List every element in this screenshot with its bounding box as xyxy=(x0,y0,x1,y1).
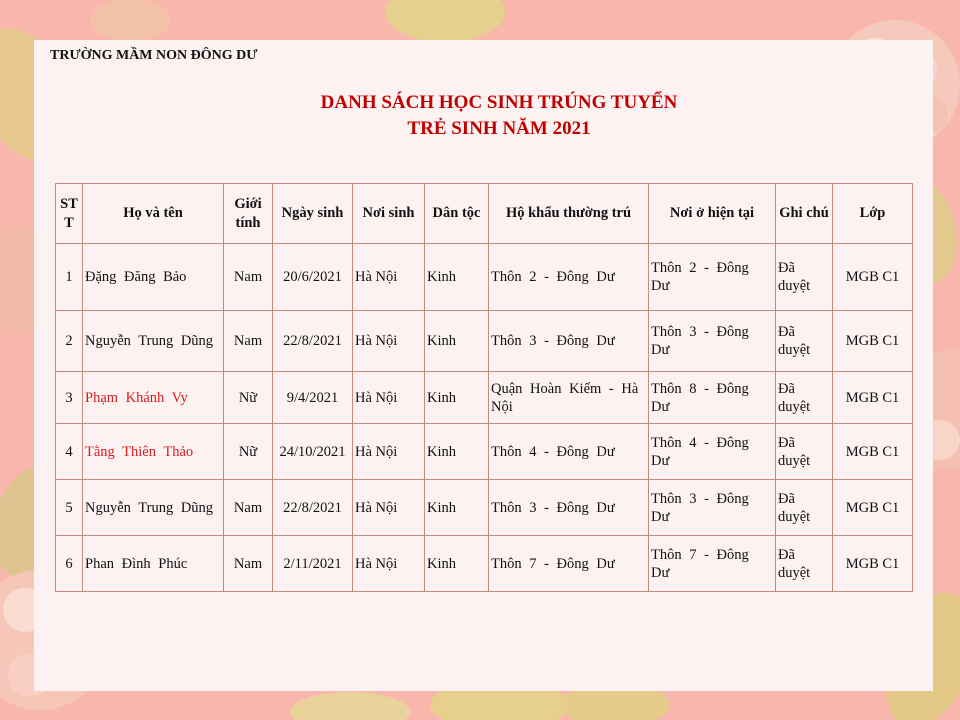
cell-gender: Nam xyxy=(224,244,273,311)
cell-residence: Thôn 2 - Đông Dư xyxy=(649,244,776,311)
cell-note: Đã duyệt xyxy=(776,536,833,592)
cell-gender: Nam xyxy=(224,536,273,592)
cell-dob: 20/6/2021 xyxy=(273,244,353,311)
cell-note: Đã duyệt xyxy=(776,424,833,480)
cell-residence: Thôn 4 - Đông Dư xyxy=(649,424,776,480)
table-row xyxy=(56,372,913,424)
page-title: DANH SÁCH HỌC SINH TRÚNG TUYỂN xyxy=(320,92,678,113)
cell-class: MGB C1 xyxy=(833,244,913,311)
header-name: Họ và tên xyxy=(83,184,224,244)
cell-birthplace: Hà Nội xyxy=(353,424,425,480)
header-stt: STT xyxy=(56,184,83,244)
cell-stt: 3 xyxy=(56,372,83,424)
cell-name: Tằng Thiên Thảo xyxy=(83,424,224,480)
cell-note: Đã duyệt xyxy=(776,372,833,424)
cell-stt: 6 xyxy=(56,536,83,592)
cell-stt: 2 xyxy=(56,311,83,372)
cell-household: Thôn 7 - Đông Dư xyxy=(489,536,649,592)
cell-name: Nguyễn Trung Dũng xyxy=(83,311,224,372)
cell-household: Thôn 3 - Đông Dư xyxy=(489,311,649,372)
page-subtitle: TRẺ SINH NĂM 2021 xyxy=(407,118,591,139)
cell-ethnicity: Kinh xyxy=(425,372,489,424)
cell-household: Thôn 3 - Đông Dư xyxy=(489,480,649,536)
cell-dob: 24/10/2021 xyxy=(273,424,353,480)
table-row xyxy=(56,244,913,311)
table-row xyxy=(56,424,913,480)
cell-household: Thôn 4 - Đông Dư xyxy=(489,424,649,480)
cell-dob: 22/8/2021 xyxy=(273,480,353,536)
cell-class: MGB C1 xyxy=(833,311,913,372)
cell-residence: Thôn 3 - Đông Dư xyxy=(649,480,776,536)
cell-note: Đã duyệt xyxy=(776,244,833,311)
cell-birthplace: Hà Nội xyxy=(353,372,425,424)
cell-dob: 9/4/2021 xyxy=(273,372,353,424)
cell-birthplace: Hà Nội xyxy=(353,244,425,311)
cell-stt: 4 xyxy=(56,424,83,480)
cell-ethnicity: Kinh xyxy=(425,536,489,592)
cell-class: MGB C1 xyxy=(833,536,913,592)
cell-gender: Nam xyxy=(224,311,273,372)
cell-birthplace: Hà Nội xyxy=(353,536,425,592)
cell-ethnicity: Kinh xyxy=(425,244,489,311)
table-header-row xyxy=(56,184,913,244)
cell-residence: Thôn 8 - Đông Dư xyxy=(649,372,776,424)
header-household: Hộ khẩu thường trú xyxy=(489,184,649,244)
school-name: TRƯỜNG MẦM NON ĐÔNG DƯ xyxy=(50,48,258,63)
cell-ethnicity: Kinh xyxy=(425,424,489,480)
cell-household: Quận Hoàn Kiếm - Hà Nội xyxy=(489,372,649,424)
cell-class: MGB C1 xyxy=(833,372,913,424)
cell-birthplace: Hà Nội xyxy=(353,311,425,372)
cell-name: Nguyễn Trung Dũng xyxy=(83,480,224,536)
cell-stt: 1 xyxy=(56,244,83,311)
header-residence: Nơi ở hiện tại xyxy=(649,184,776,244)
cell-name: Đặng Đăng Bảo xyxy=(83,244,224,311)
cell-class: MGB C1 xyxy=(833,480,913,536)
cell-note: Đã duyệt xyxy=(776,311,833,372)
cell-note: Đã duyệt xyxy=(776,480,833,536)
header-class: Lớp xyxy=(833,184,913,244)
cell-birthplace: Hà Nội xyxy=(353,480,425,536)
cell-ethnicity: Kinh xyxy=(425,480,489,536)
cell-household: Thôn 2 - Đông Dư xyxy=(489,244,649,311)
cell-gender: Nam xyxy=(224,480,273,536)
student-table xyxy=(55,183,913,592)
cell-residence: Thôn 3 - Đông Dư xyxy=(649,311,776,372)
cell-name: Phan Đình Phúc xyxy=(83,536,224,592)
cell-stt: 5 xyxy=(56,480,83,536)
table-row xyxy=(56,536,913,592)
cell-class: MGB C1 xyxy=(833,424,913,480)
cell-name: Phạm Khánh Vy xyxy=(83,372,224,424)
header-note: Ghi chú xyxy=(776,184,833,244)
table-row xyxy=(56,480,913,536)
cell-gender: Nữ xyxy=(224,424,273,480)
cell-residence: Thôn 7 - Đông Dư xyxy=(649,536,776,592)
table-row xyxy=(56,311,913,372)
header-gender: Giới tính xyxy=(224,184,273,244)
cell-ethnicity: Kinh xyxy=(425,311,489,372)
header-birthplace: Nơi sinh xyxy=(353,184,425,244)
cell-gender: Nữ xyxy=(224,372,273,424)
cell-dob: 2/11/2021 xyxy=(273,536,353,592)
header-dob: Ngày sinh xyxy=(273,184,353,244)
document-card xyxy=(34,40,933,691)
header-ethnicity: Dân tộc xyxy=(425,184,489,244)
cell-dob: 22/8/2021 xyxy=(273,311,353,372)
